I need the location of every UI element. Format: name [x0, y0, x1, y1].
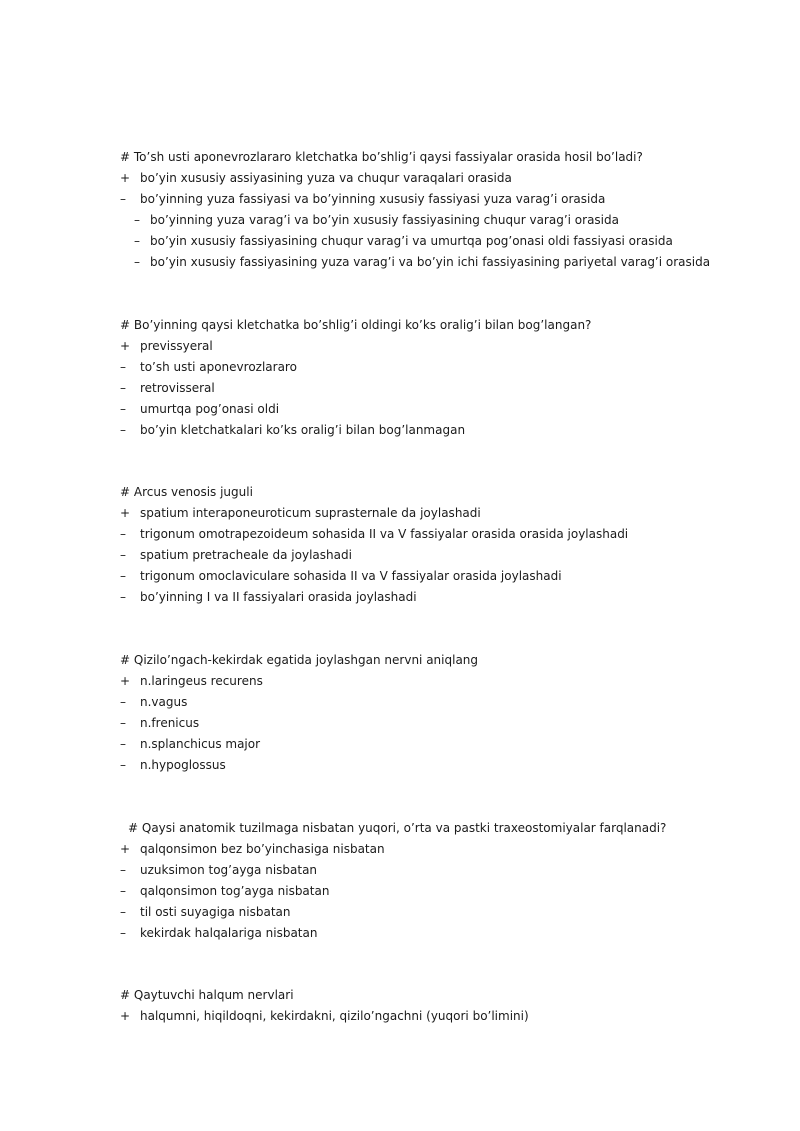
option-text: trigonum omoclaviculare sohasida II va V fassiyalar orasida joylashadi [140, 569, 562, 583]
question-1 [120, 147, 740, 273]
option-text: spatium interaponeuroticum suprasternale da joylashadi [140, 506, 481, 520]
option-marker: + [120, 1009, 131, 1023]
option-marker: – [134, 255, 140, 269]
option-text: n.hypoglossus [140, 758, 226, 772]
option-text: qalqonsimon bez bo’yinchasiga nisbatan [140, 842, 385, 856]
option-marker: + [120, 506, 131, 520]
option-text: qalqonsimon tog’ayga nisbatan [140, 884, 330, 898]
option-marker: + [120, 842, 131, 856]
question-title: # Qaytuvchi halqum nervlari [120, 988, 294, 1002]
option-marker: – [120, 192, 126, 206]
option-marker: – [120, 737, 126, 751]
option-text: n.laringeus recurens [140, 674, 263, 688]
answer-option [120, 252, 740, 273]
answer-option [120, 671, 740, 692]
answer-option [120, 587, 740, 608]
option-marker: – [120, 905, 126, 919]
answer-option [120, 881, 740, 902]
option-text: n.vagus [140, 695, 188, 709]
option-marker: – [120, 884, 126, 898]
option-marker: – [134, 213, 140, 227]
option-marker: – [120, 423, 126, 437]
question-3 [120, 482, 740, 608]
answer-option [120, 231, 740, 252]
option-text: umurtqa pog’onasi oldi [140, 402, 280, 416]
option-marker: – [120, 381, 126, 395]
option-text: previssyeral [140, 339, 213, 353]
option-marker: – [120, 716, 126, 730]
option-text: n.frenicus [140, 716, 200, 730]
option-text: trigonum omotrapezoideum sohasida II va V fassiyalar orasida orasida joylashadi [140, 527, 629, 541]
option-marker: – [120, 590, 126, 604]
option-marker: + [120, 674, 131, 688]
option-text: bo’yin xususiy fassiyasining chuqur varag’i va umurtqa pog’onasi oldi fassiyasi orasida [150, 234, 673, 248]
option-text: kekirdak halqalariga nisbatan [140, 926, 318, 940]
option-marker: – [120, 695, 126, 709]
question-title: # Arcus venosis juguli [120, 485, 253, 499]
option-marker: – [120, 360, 126, 374]
answer-option [120, 545, 740, 566]
answer-option [120, 503, 740, 524]
answer-option [120, 189, 740, 210]
option-text: to’sh usti aponevrozlararo [140, 360, 297, 374]
option-marker: – [120, 926, 126, 940]
answer-option [120, 210, 740, 231]
answer-option [120, 378, 740, 399]
option-marker: – [120, 527, 126, 541]
answer-option [120, 524, 740, 545]
answer-option [120, 839, 740, 860]
option-marker: – [120, 569, 126, 583]
answer-option [120, 923, 740, 944]
option-text: bo’yin xususiy assiyasining yuza va chuqur varaqalari orasida [140, 171, 512, 185]
question-title: # To’sh usti aponevrozlararo kletchatka bo’shlig’i qaysi fassiyalar orasida hosil bo’ladi? [120, 150, 643, 164]
option-marker: – [120, 758, 126, 772]
option-text: bo’yinning yuza fassiyasi va bo’yinning xususiy fassiyasi yuza varag’i orasida [140, 192, 606, 206]
option-text: spatium pretracheale da joylashadi [140, 548, 352, 562]
answer-option [120, 860, 740, 881]
answer-option [120, 566, 740, 587]
option-marker: – [120, 548, 126, 562]
option-text: retrovisseral [140, 381, 215, 395]
question-6 [120, 985, 740, 1027]
option-marker: + [120, 171, 131, 185]
question-5 [120, 818, 740, 944]
answer-option [120, 1006, 740, 1027]
answer-option [120, 692, 740, 713]
question-title: # Qizilo’ngach-kekirdak egatida joylashgan nervni aniqlang [120, 653, 479, 667]
option-marker: – [134, 234, 140, 248]
answer-option [120, 713, 740, 734]
answer-option [120, 357, 740, 378]
option-text: halqumni, hiqildoqni, kekirdakni, qizilo’ngachni (yuqori bo’limini) [140, 1009, 529, 1023]
option-marker: – [120, 863, 126, 877]
answer-option [120, 399, 740, 420]
option-text: bo’yin kletchatkalari ko’ks oralig’i bilan bog’lanmagan [140, 423, 466, 437]
answer-option [120, 168, 740, 189]
answer-option [120, 420, 740, 441]
answer-option [120, 734, 740, 755]
option-text: bo’yin xususiy fassiyasining yuza varag’i va bo’yin ichi fassiyasining pariyetal varag’i orasida [150, 255, 711, 269]
question-title: # Bo’yinning qaysi kletchatka bo’shlig’i oldingi ko’ks oralig’i bilan bog’langan? [120, 318, 592, 332]
option-text: bo’yinning I va II fassiyalari orasida joylashadi [140, 590, 417, 604]
answer-option [120, 336, 740, 357]
answer-option [120, 755, 740, 776]
option-text: uzuksimon tog’ayga nisbatan [140, 863, 318, 877]
option-marker: – [120, 402, 126, 416]
question-4 [120, 650, 740, 776]
question-2 [120, 315, 740, 441]
option-text: til osti suyagiga nisbatan [140, 905, 291, 919]
option-marker: + [120, 339, 131, 353]
option-text: n.splanchicus major [140, 737, 261, 751]
question-title: # Qaysi anatomik tuzilmaga nisbatan yuqori, o’rta va pastki traxeostomiyalar farqlanadi? [128, 821, 667, 835]
option-text: bo’yinning yuza varag’i va bo’yin xususiy fassiyasining chuqur varag’i orasida [150, 213, 619, 227]
answer-option [120, 902, 740, 923]
